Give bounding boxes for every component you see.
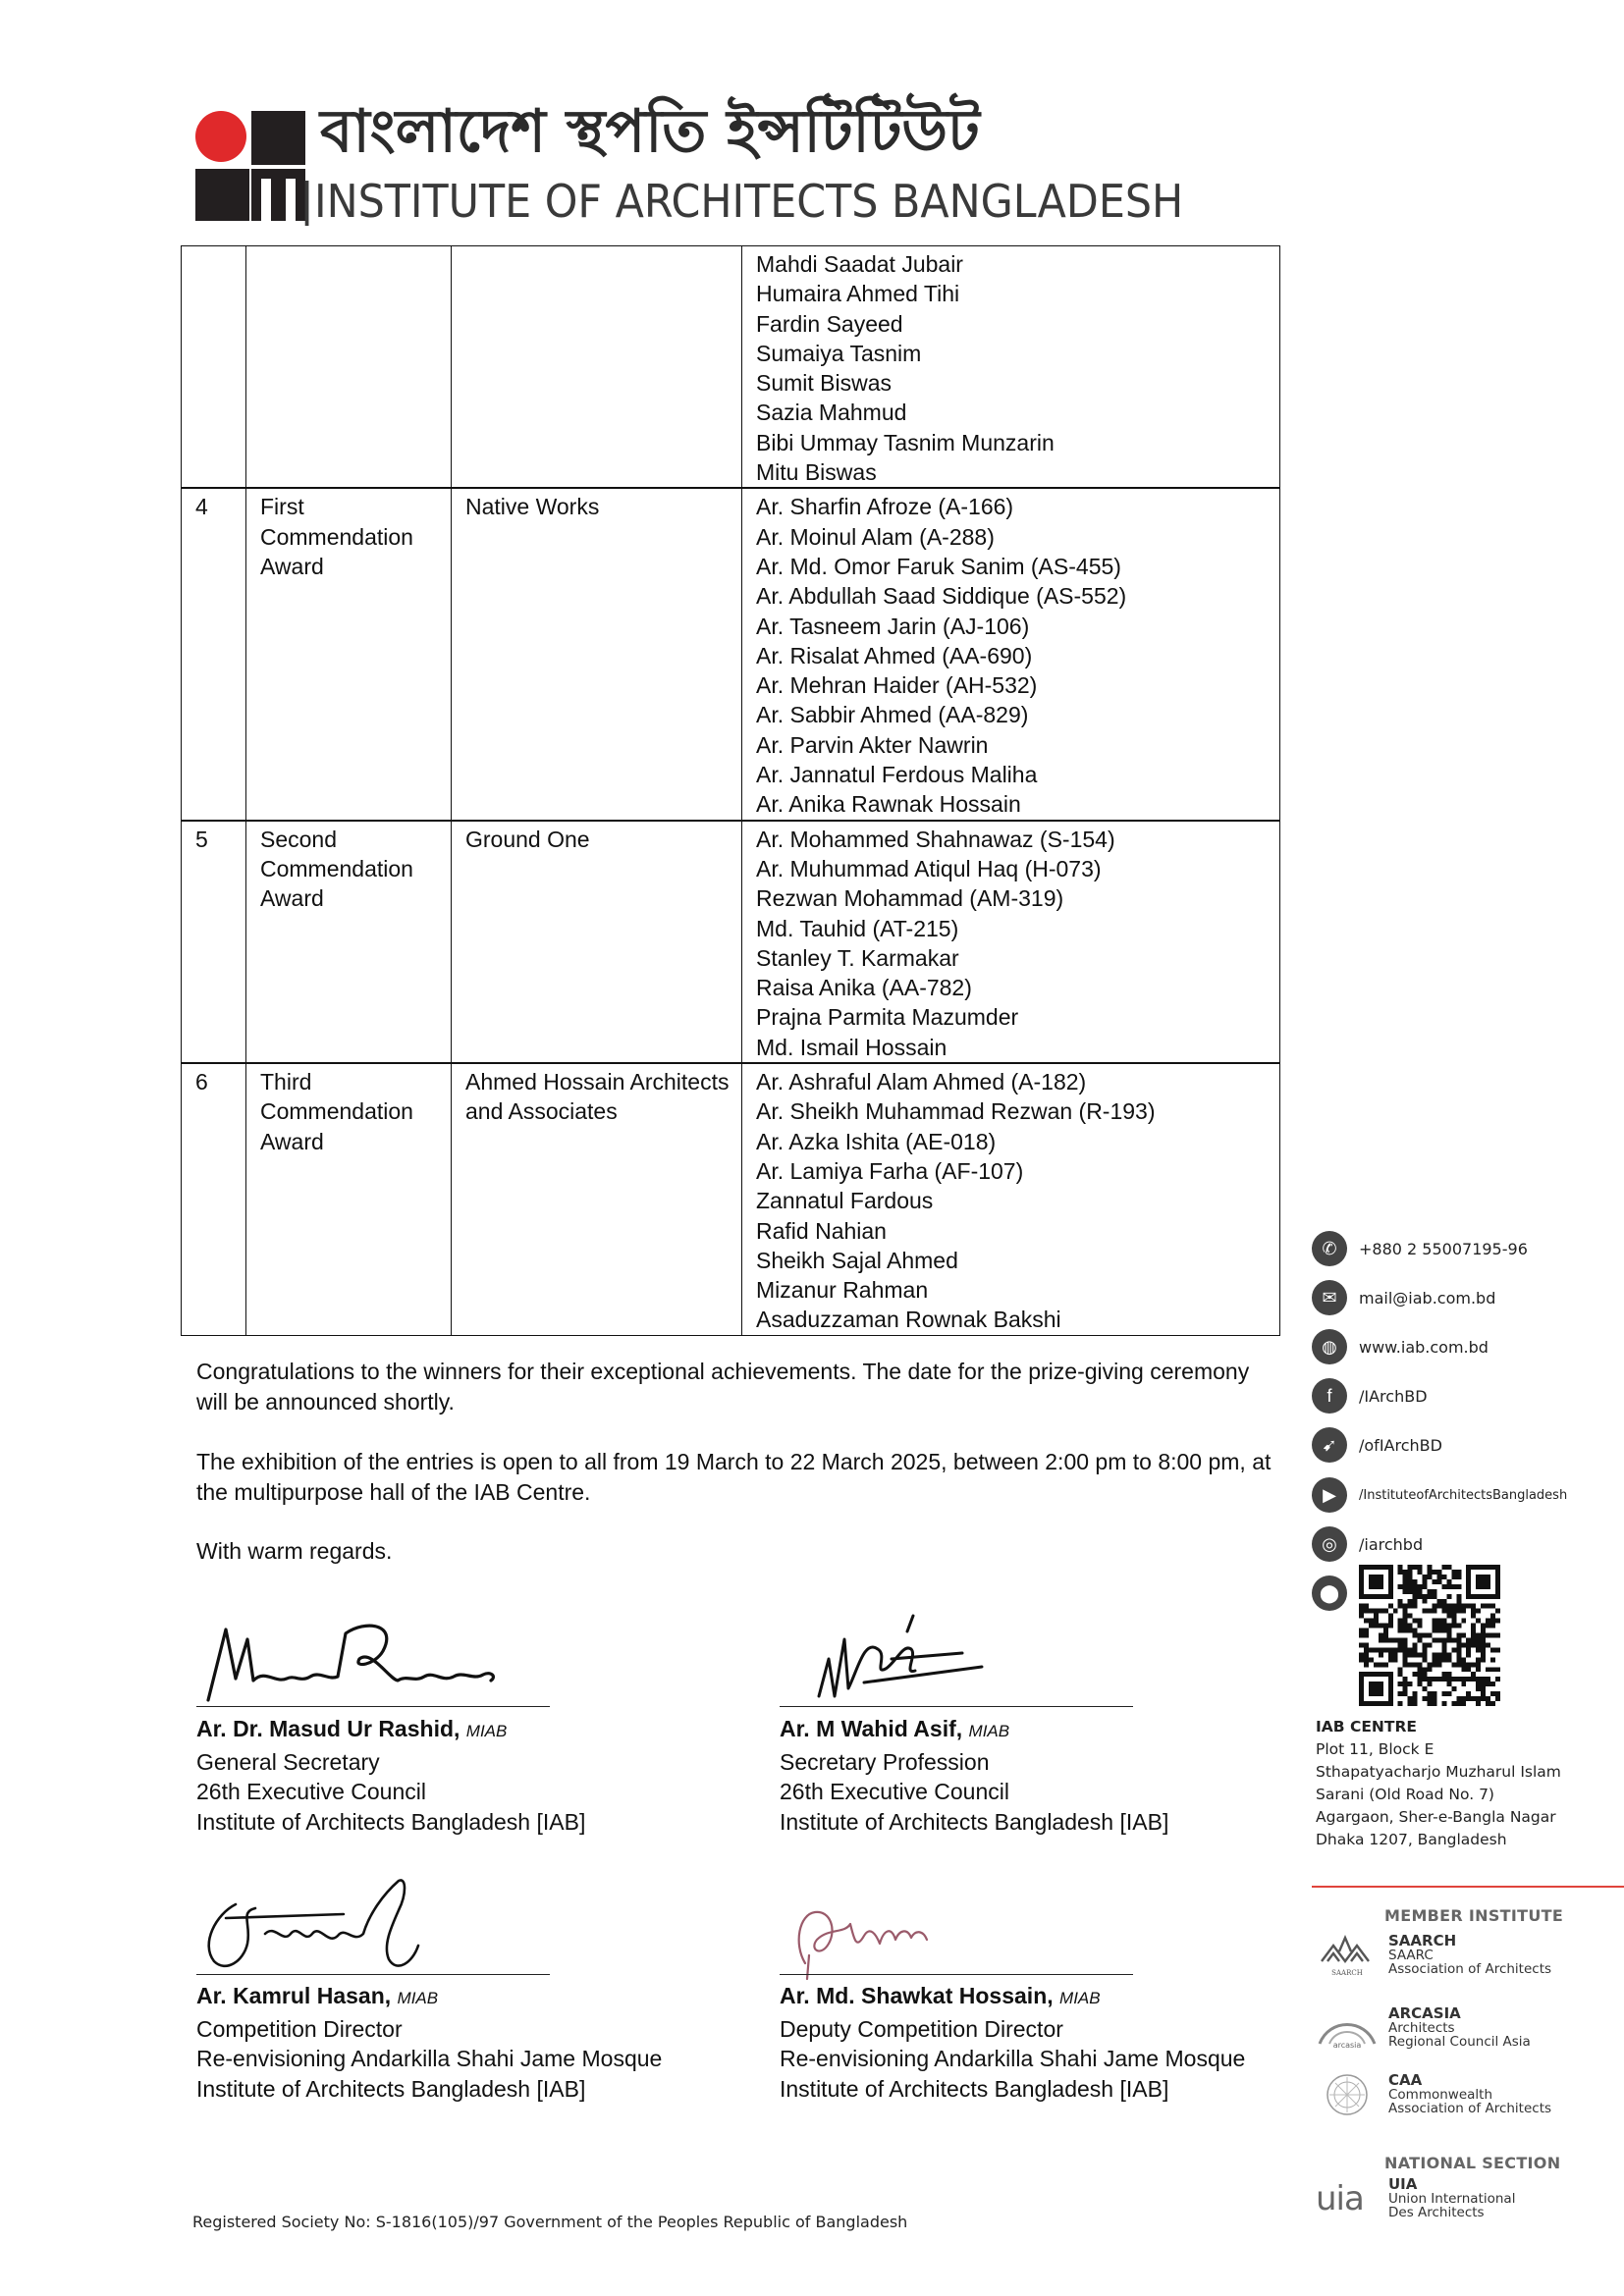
team-member: Ar. Anika Rawnak Hossain: [756, 791, 1021, 818]
contact-text: /IArchBD: [1359, 1386, 1428, 1406]
contact-row-phone[interactable]: [1312, 1231, 1528, 1266]
caa-logo-icon: [1316, 2071, 1379, 2118]
address-line: Agargaon, Sher-e-Bangla Nagar: [1316, 1808, 1556, 1826]
award-line: Commendation: [260, 1098, 413, 1125]
closing-line: With warm regards.: [196, 1538, 393, 1564]
signature-masud-ur-rashid: [196, 1610, 511, 1708]
iab-logo-icon: [192, 108, 308, 224]
team-member: Sazia Mahmud: [756, 400, 907, 426]
globe-icon: ◍: [1312, 1329, 1347, 1364]
member-line: Des Architects: [1388, 2205, 1485, 2220]
national-section-heading: NATIONAL SECTION: [1384, 2154, 1561, 2172]
phone-icon: ✆: [1312, 1231, 1347, 1266]
serial-cell: 6: [182, 1063, 246, 1335]
award-cell: [246, 246, 452, 489]
team-member: Mitu Biswas: [756, 459, 877, 486]
table-row: [182, 246, 1280, 489]
member-line: Regional Council Asia: [1388, 2034, 1531, 2051]
signature-wahid-asif: [805, 1610, 1001, 1708]
congratulations-paragraph: Congratulations to the winners for their exceptional achievements. The date for the prize-giving ceremony will be announced shortly.: [196, 1359, 1250, 1415]
member-arcasia[interactable]: [1316, 2004, 1531, 2052]
team-member: Mizanur Rahman: [756, 1277, 929, 1304]
signatory-project: Re-envisioning Andarkilla Shahi Jame Mosque: [780, 2046, 1246, 2071]
serial-cell: [182, 246, 246, 489]
firm-cell: [452, 246, 742, 489]
team-member: Ar. Parvin Akter Nawrin: [756, 731, 989, 758]
signatory-2: [780, 1714, 1290, 1837]
table-row: [182, 488, 1280, 820]
signatory-title: Deputy Competition Director: [780, 2015, 1063, 2042]
address-line: Plot 11, Block E: [1316, 1740, 1435, 1758]
signatory-3: [196, 1981, 707, 2104]
signatory-org: Institute of Architects Bangladesh [IAB]: [196, 2075, 586, 2102]
firm-line: Native Works: [465, 494, 600, 520]
uia-logo-icon: uia: [1316, 2178, 1364, 2218]
member-line: Union International: [1388, 2190, 1516, 2207]
table-row: [182, 1063, 1280, 1335]
member-saarch[interactable]: [1316, 1932, 1551, 1979]
address-line: Sarani (Old Road No. 7): [1316, 1786, 1494, 1803]
svg-text:arcasia: arcasia: [1332, 2041, 1362, 2050]
team-member: Humaira Ahmed Tihi: [756, 281, 960, 307]
signatory-org: Institute of Architects Bangladesh [IAB]: [780, 1808, 1169, 1835]
team-member: Bibi Ummay Tasnim Munzarin: [756, 429, 1055, 455]
team-member: Ar. Sheikh Muhammad Rezwan (R-193): [756, 1098, 1156, 1125]
firm-cell: [452, 821, 742, 1063]
location-icon: ⬤: [1312, 1575, 1347, 1611]
team-member: Zannatul Fardous: [756, 1188, 934, 1214]
contact-row-twitter[interactable]: [1312, 1427, 1442, 1463]
contact-text: +880 2 55007195-96: [1359, 1239, 1528, 1258]
signatory-title: Competition Director: [196, 2015, 403, 2042]
team-member: Ar. Lamiya Farha (AF-107): [756, 1157, 1024, 1184]
award-cell: [246, 488, 452, 820]
org-name-english: INSTITUTE OF ARCHITECTS BANGLADESH: [314, 175, 1184, 228]
member-line: Architects: [1388, 2019, 1455, 2036]
team-member: Ar. Ashraful Alam Ahmed (A-182): [756, 1069, 1087, 1095]
team-member: Ar. Sharfin Afroze (A-166): [756, 494, 1014, 520]
team-member: Ar. Azka Ishita (AE-018): [756, 1128, 997, 1154]
team-members-cell: [742, 1063, 1280, 1335]
firm-line: and Associates: [465, 1098, 618, 1125]
member-name: CAA: [1388, 2071, 1423, 2090]
firm-line: Ahmed Hossain Architects: [465, 1069, 730, 1095]
team-member: Sumaiya Tasnim: [756, 340, 922, 366]
team-member: Ar. Moinul Alam (A-288): [756, 523, 995, 550]
registration-footer: Registered Society No: S-1816(105)/97 Government of the Peoples Republic of Bangladesh: [192, 2213, 908, 2231]
award-line: Award: [260, 885, 324, 912]
team-member: Ar. Sabbir Ahmed (AA-829): [756, 702, 1029, 728]
team-member: Fardin Sayeed: [756, 310, 903, 337]
contact-text: www.iab.com.bd: [1359, 1337, 1489, 1357]
award-line: Third: [260, 1069, 312, 1095]
contact-text: /InstituteofArchitectsBangladesh: [1359, 1487, 1568, 1503]
address-line: Sthapatyacharjo Muzharul Islam: [1316, 1763, 1561, 1781]
firm-line: Ground One: [465, 826, 590, 852]
team-member: Ar. Abdullah Saad Siddique (AS-552): [756, 583, 1127, 610]
team-member: Ar. Mohammed Shahnawaz (S-154): [756, 826, 1115, 852]
contact-row-instagram[interactable]: [1312, 1526, 1423, 1562]
team-member: Rafid Nahian: [756, 1217, 887, 1244]
contact-row-globe[interactable]: [1312, 1329, 1489, 1364]
arcasia-logo-icon: [1316, 2004, 1379, 2052]
team-member: Ar. Tasneem Jarin (AJ-106): [756, 613, 1030, 639]
facebook-icon: f: [1312, 1378, 1347, 1414]
team-member: Ar. Md. Omor Faruk Sanim (AS-455): [756, 553, 1121, 579]
qr-code-icon[interactable]: [1359, 1565, 1500, 1706]
award-line: Second: [260, 826, 338, 852]
team-member: Ar. Risalat Ahmed (AA-690): [756, 642, 1033, 668]
team-member: Sheikh Sajal Ahmed: [756, 1247, 958, 1273]
signatory-name: Ar. Md. Shawkat Hossain, MIAB: [780, 1983, 1101, 2008]
serial-cell: 4: [182, 488, 246, 820]
member-name: ARCASIA: [1388, 2004, 1461, 2023]
signatory-project: Re-envisioning Andarkilla Shahi Jame Mosque: [196, 2046, 663, 2071]
team-members-cell: [742, 246, 1280, 489]
award-line: Commendation: [260, 855, 413, 881]
signatory-title: Secretary Profession: [780, 1748, 990, 1775]
svg-text:SAARCH: SAARCH: [1331, 1969, 1363, 1977]
contact-row-mail[interactable]: [1312, 1280, 1495, 1315]
iab-centre-address: [1316, 1716, 1561, 1851]
team-member: Md. Tauhid (AT-215): [756, 915, 959, 941]
team-member: Rezwan Mohammad (AM-319): [756, 885, 1064, 912]
contact-text: /iarchbd: [1359, 1534, 1424, 1554]
signature-shawkat-hossain: [785, 1895, 982, 1983]
contact-text: /ofIArchBD: [1359, 1435, 1442, 1455]
instagram-icon: ◎: [1312, 1526, 1347, 1562]
team-member: Raisa Anika (AA-782): [756, 975, 972, 1001]
org-name-bangla: বাংলাদেশ স্থপতি ইন্সটিটিউট: [320, 97, 980, 166]
signatory-name: Ar. Dr. Masud Ur Rashid, MIAB: [196, 1716, 508, 1741]
contact-row-youtube[interactable]: [1312, 1477, 1567, 1513]
member-name: UIA: [1388, 2175, 1418, 2193]
signatory-1: [196, 1714, 707, 1837]
member-caa[interactable]: [1316, 2071, 1551, 2118]
team-member: Prajna Parmita Mazumder: [756, 1004, 1019, 1031]
team-member: Ar. Muhummad Atiqul Haq (H-073): [756, 855, 1102, 881]
member-line: Association of Architects: [1388, 2101, 1552, 2117]
saarch-logo-icon: [1316, 1932, 1379, 1979]
firm-cell: [452, 1063, 742, 1335]
member-name: SAARCH: [1388, 1932, 1457, 1950]
exhibition-paragraph: The exhibition of the entries is open to all from 19 March to 22 March 2025, between 2:00 pm to 8:00 pm, at the multipurpose hall of the IAB Centre.: [196, 1449, 1272, 1505]
member-line: SAARC: [1388, 1947, 1434, 1963]
address-heading: IAB CENTRE: [1316, 1718, 1418, 1735]
mail-icon: ✉: [1312, 1280, 1347, 1315]
member-line: Association of Architects: [1388, 1961, 1552, 1978]
team-member: Md. Ismail Hossain: [756, 1034, 947, 1060]
signatory-title: General Secretary: [196, 1748, 380, 1775]
signatory-name: Ar. Kamrul Hasan, MIAB: [196, 1983, 439, 2008]
award-line: First: [260, 494, 304, 520]
signatory-org: Institute of Architects Bangladesh [IAB]: [780, 2075, 1169, 2102]
divider: [1312, 1886, 1624, 1888]
firm-cell: [452, 488, 742, 820]
member-institute-heading: MEMBER INSTITUTE: [1384, 1906, 1564, 1925]
team-member: Stanley T. Karmakar: [756, 944, 959, 971]
signatory-org: Institute of Architects Bangladesh [IAB]: [196, 1808, 586, 1835]
signatory-council: 26th Executive Council: [196, 1779, 426, 1804]
contact-row-location[interactable]: [1312, 1575, 1347, 1611]
twitter-icon: ➹: [1312, 1427, 1347, 1463]
contact-text: mail@iab.com.bd: [1359, 1288, 1496, 1308]
member-uia[interactable]: [1316, 2177, 1515, 2220]
address-line: Dhaka 1207, Bangladesh: [1316, 1831, 1507, 1848]
award-cell: [246, 821, 452, 1063]
contact-row-facebook[interactable]: [1312, 1378, 1428, 1414]
team-member: Ar. Mehran Haider (AH-532): [756, 672, 1038, 699]
signatory-name: Ar. M Wahid Asif, MIAB: [780, 1716, 1010, 1741]
signatory-council: 26th Executive Council: [780, 1779, 1009, 1804]
award-line: Award: [260, 1128, 324, 1154]
awards-table: [181, 245, 1280, 1336]
team-member: Sumit Biswas: [756, 370, 893, 397]
signature-kamrul-hasan: [196, 1875, 452, 1983]
youtube-icon: ▶: [1312, 1477, 1347, 1513]
serial-cell: 5: [182, 821, 246, 1063]
award-line: Commendation: [260, 523, 413, 550]
team-members-cell: [742, 488, 1280, 820]
award-line: Award: [260, 553, 324, 579]
award-cell: [246, 1063, 452, 1335]
member-line: Commonwealth: [1388, 2086, 1493, 2103]
team-members-cell: [742, 821, 1280, 1063]
team-member: Mahdi Saadat Jubair: [756, 251, 963, 277]
table-row: [182, 821, 1280, 1063]
team-member: Asaduzzaman Rownak Bakshi: [756, 1307, 1061, 1333]
signatory-4: [780, 1981, 1290, 2104]
team-member: Ar. Jannatul Ferdous Maliha: [756, 762, 1038, 788]
